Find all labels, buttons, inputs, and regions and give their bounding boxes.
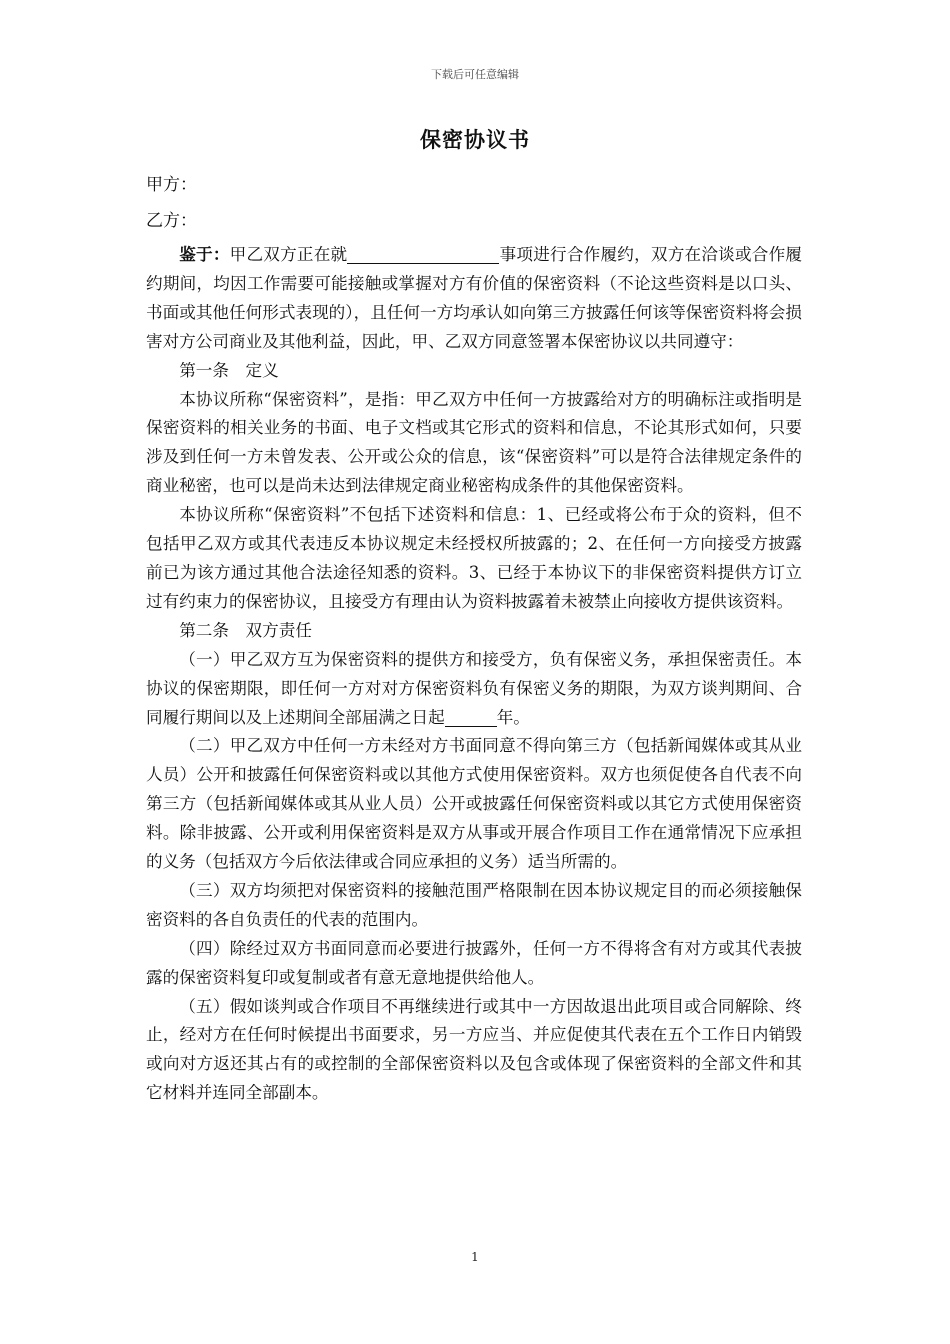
page-number: 1 xyxy=(471,1250,479,1264)
recital-paragraph xyxy=(146,240,802,357)
article-2-item-1 xyxy=(146,646,802,733)
recital-text-start: 甲乙双方正在就 xyxy=(229,245,348,264)
agreement-body xyxy=(146,240,802,1108)
header-note: 下载后可任意编辑 xyxy=(431,68,519,81)
article-2-item-2: （二）甲乙双方中任何一方未经对方书面同意不得向第三方（包括新闻媒体或其从业人员）公开和披露任何保密资料或以其他方式使用保密资料。双方也须促使各自代表不向第三方（包括新闻媒体或其从业人员）公开或披露任何保密资料或以其它方式使用保密资料。除非披露、公开或利用保密资料是双方从事或开展合作项目工作在通常情况下应承担的义务（包括双方今后依法律或合同应承担的义务）适当所需的。 xyxy=(146,736,802,872)
project-name-blank xyxy=(347,245,499,264)
article-1-heading: 第一条 定义 xyxy=(179,360,279,380)
article-2-item-4: （四）除经过双方书面同意而必要进行披露外，任何一方不得将含有对方或其代表披露的保密资料复印或复制或者有意无意地提供给他人。 xyxy=(146,938,802,987)
item-1-suffix: 年。 xyxy=(496,707,530,727)
article-2-item-3: （三）双方均须把对保密资料的接触范围严格限制在因本协议规定目的而必须接触保密资料的各自负责任的代表的范围内。 xyxy=(146,880,802,929)
item-1-text: （一）甲乙双方互为保密资料的提供方和接受方，负有保密义务，承担保密责任。本协议的保密期限，即任何一方对对方保密资料负有保密义务的期限，为双方谈判期间、合同履行期间以及上述期间全部届满之日起 xyxy=(146,649,802,727)
party-b-label: 乙方： xyxy=(146,211,197,231)
article-2-heading: 第二条 双方责任 xyxy=(179,620,312,640)
recital-lead: 鉴于： xyxy=(179,244,230,264)
party-a-label: 甲方： xyxy=(146,175,197,195)
document-title: 保密协议书 xyxy=(420,127,530,152)
article-1-paragraph-2: 本协议所称“保密资料”不包括下述资料和信息：1、已经或将公布于众的资料，但不包括甲乙双方或其代表违反本协议规定未经授权所披露的；2、在任何一方向接受方披露前已为该方通过其他合法途径知悉的资料。3、已经于本协议下的非保密资料提供方订立过有约束力的保密协议，且接受方有理由认为资料披露着未被禁止向接收方提供该资料。 xyxy=(146,505,802,611)
recital-text-end: 事项进行合作履约，双方在洽谈或合作履约期间，均因工作需要可能接触或掌握对方有价值的保密资料（不论这些资料是以口头、书面或其他任何形式表现的），且任何一方均承认如向第三方披露任何该等保密资料将会损害对方公司商业及其他利益，因此，甲、乙双方同意签署本保密协议以共同遵守： xyxy=(146,245,803,351)
article-2-item-5: （五）假如谈判或合作项目不再继续进行或其中一方因故退出此项目或合同解除、终止，经对方在任何时候提出书面要求，另一方应当、并应促使其代表在五个工作日内销毁或向对方返还其占有的或控制的全部保密资料以及包含或体现了保密资料的全部文件和其它材料并连同全部副本。 xyxy=(146,996,802,1103)
term-years-blank xyxy=(445,708,497,727)
article-1-paragraph-1: 本协议所称“保密资料”，是指：甲乙双方中任何一方披露给对方的明确标注或指明是保密资料的相关业务的书面、电子文档或其它形式的资料和信息，不论其形式如何，只要涉及到任何一方未曾发表、公开或公众的信息，该“保密资料”可以是符合法律规定条件的商业秘密，也可以是尚未达到法律规定商业秘密构成条件的其他保密资料。 xyxy=(146,389,802,496)
